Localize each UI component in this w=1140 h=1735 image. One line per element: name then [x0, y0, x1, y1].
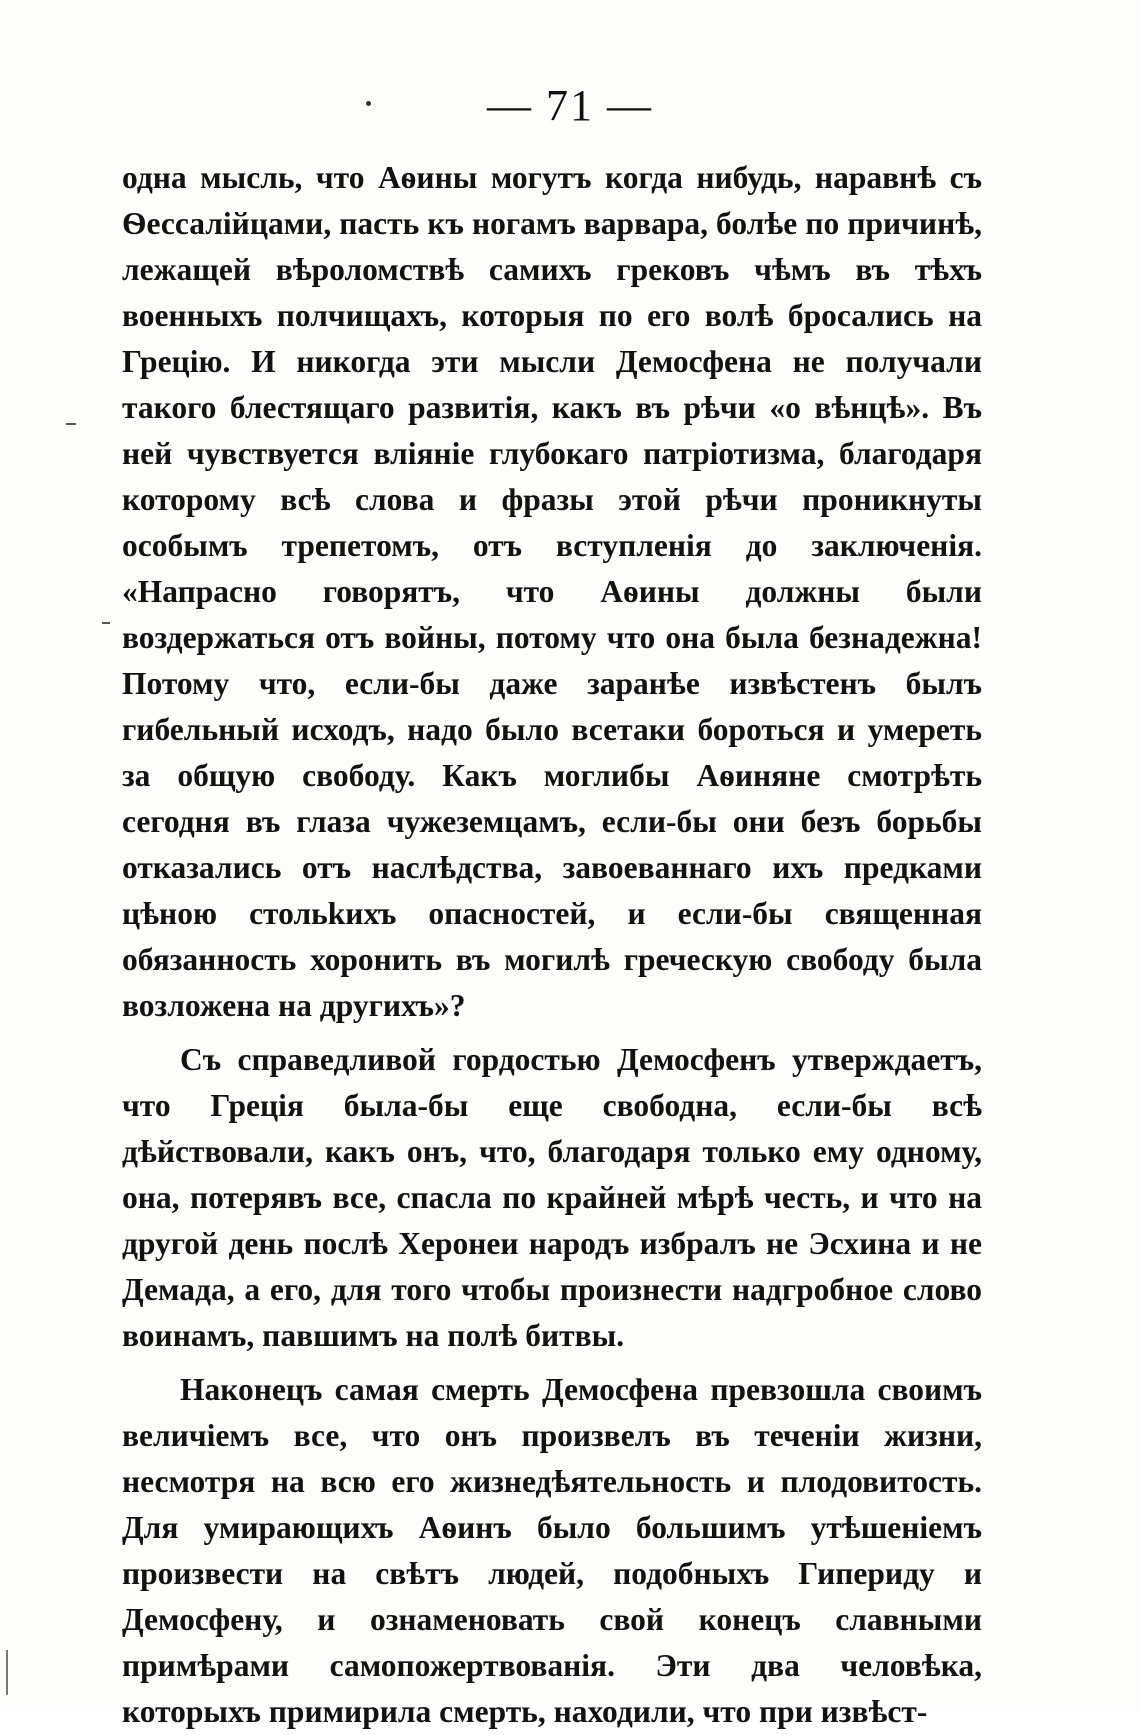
paragraph: Съ справедливой гордостью Демосфенъ утверждаетъ, что Греція была-бы еще свободна, если-бы всѣ дѣйствовали, какъ онъ, что, благодаря только ему одному, она, потерявъ все, спасла по крайней мѣрѣ честь, и что на другой день послѣ Херонеи народъ избралъ не Эсхина и не Демада, а его, для того чтобы произнести надгробное слово воинамъ, павшимъ на полѣ битвы. — [122, 1042, 982, 1353]
margin-mark — [102, 622, 110, 624]
page-number: — 71 — — [487, 81, 653, 130]
printing-speck — [366, 101, 371, 106]
margin-mark — [66, 423, 76, 425]
paragraph: Наконецъ самая смерть Демосфена превзошла своимъ величіемъ все, что онъ произвелъ въ теченіи жизни, несмотря на всю его жизнедѣятельность и плодовитость. Для умирающихъ Аѳинъ было большимъ утѣшеніемъ произвести на свѣтъ людей, подобныхъ Гипериду и Демосфену, и ознаменовать свой конецъ славными примѣрами самопожертвованія. Эти два человѣка, которыхъ примирила смерть, находили, что при извѣст- — [122, 1372, 982, 1729]
paragraph: одна мысль, что Аѳины могутъ когда нибудь, наравнѣ съ Ѳессалійцами, пасть къ ногамъ варвара, болѣе по причинѣ, лежащей вѣроломствѣ самихъ грековъ чѣмъ въ тѣхъ военныхъ полчищахъ, которыя по его волѣ бросались на Грецію. И никогда эти мысли Демосфена не получали такого блестящаго развитія, какъ въ рѣчи «о вѣнцѣ». Въ ней чувствуется вліяніе глубокаго патріотизма, благодаря которому всѣ слова и фразы этой рѣчи проникнуты особымъ трепетомъ, отъ вступленія до заключенія. «Напрасно говорятъ, что Аѳины должны были воздержаться отъ войны, потому что она была безнадежна! Потому что, если-бы даже заранѣе извѣстенъ былъ гибельный исходъ, надо было всетаки бороться и умереть за общую свободу. Какъ моглибы Аѳиняне смотрѣть сегодня въ глаза чужеземцамъ, если-бы они безъ борьбы отказались отъ наслѣдства, завоеваннаго ихъ предками цѣною стольkихъ опасностей, и если-бы священная обязанность хоронить въ могилѣ греческую свободу была возложена на другихъ»? — [122, 160, 982, 1023]
body-text — [122, 155, 982, 1735]
scan-edge-mark — [6, 1650, 8, 1695]
